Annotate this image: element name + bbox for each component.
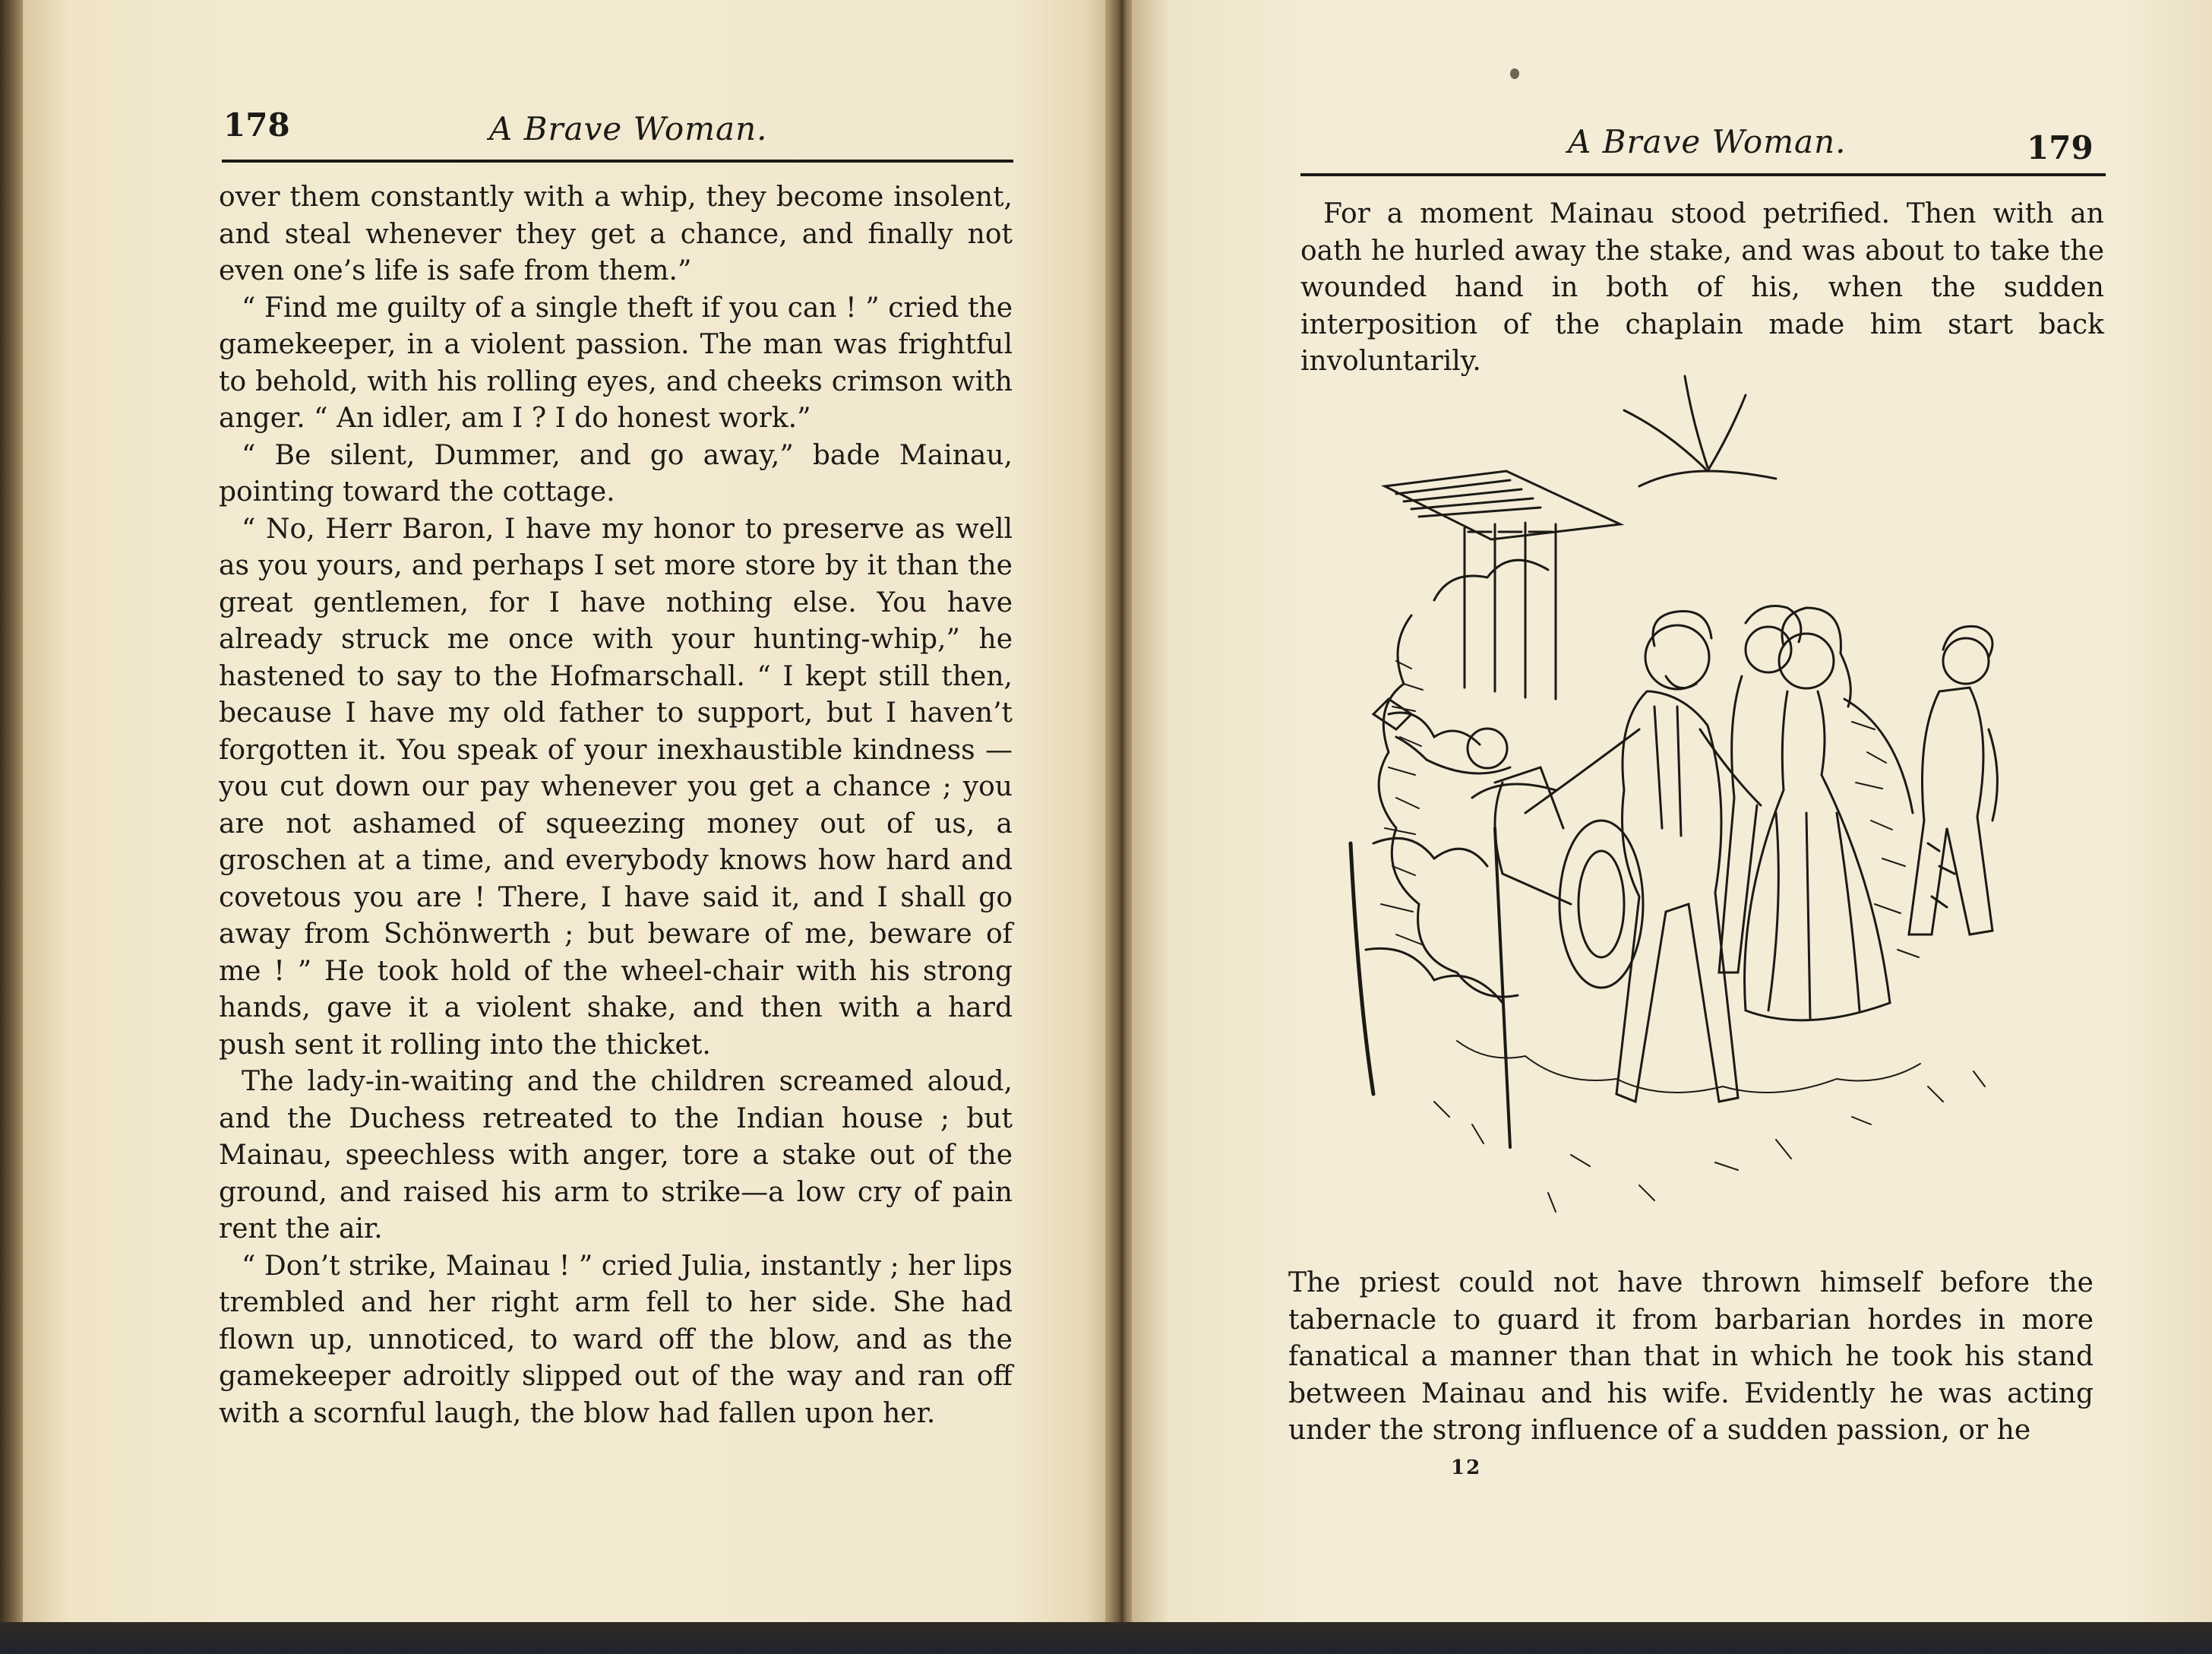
right-top-text [1300, 196, 2104, 381]
foliage-left [1366, 560, 1548, 1003]
right-top-paragraph: For a moment Mainau stood petrified. Then with an oath he hurled away the stake, and was about to take the wounded hand in both of his, when the sudden interposition of the chaplain made him start back involuntarily. [1300, 198, 2104, 377]
book-bottom-edge [0, 1622, 2212, 1654]
indian-house-pavilion [1385, 471, 1620, 699]
left-page-text [219, 179, 1013, 1432]
ground-strokes [1434, 1071, 1985, 1212]
right-page-number: 179 [2027, 129, 2094, 166]
figure-in-chair [1373, 699, 1510, 874]
figure-gamekeeper [1909, 626, 1997, 935]
left-page-number: 178 [223, 106, 290, 144]
foliage-shading [1381, 661, 1920, 1093]
left-paragraph-3: “ Be silent, Dummer, and go away,” bade Mainau, pointing toward the cottage. [219, 439, 1013, 508]
stake [1351, 843, 1373, 1094]
left-paragraph-6: “ Don’t strike, Mainau ! ” cried Julia, instantly ; her lips trembled and her right arm fell to her side. She had flown up, unnoticed, to ward off the blow, and as the gamekeeper adroitly slipped out of the way and ran off with a scornful laugh, the blow had fallen upon her. [219, 1250, 1013, 1429]
left-page [23, 0, 1117, 1633]
left-paragraph-2: “ Find me guilty of a single theft if you can ! ” cried the gamekeeper, in a violent passion. The man was frightful to behold, with his rolling eyes, and cheeks crimson with anger. “ An idler, am I ? I do honest work.” [219, 292, 1013, 434]
palm-plant [1624, 376, 1776, 486]
right-bottom-text [1288, 1265, 2094, 1450]
right-header-rule [1300, 173, 2106, 176]
left-paragraph-4: “ No, Herr Baron, I have my honor to preserve as well as you yours, and perhaps I set more store by it than the great gentlemen, for I have nothing else. You have already struck me once with your hunting-whip,” he hastened to say to the Hofmarschall. “ I kept still then, because I have my old father to support, but I haven’t forgotten it. You speak of your inexhaustible kindness —you cut down our pay whenever you get a chance ; you are not ashamed of squeezing money out of us, a groschen at a time, and everybody knows how hard and covetous you are ! There, I have said it, and I shall go away from Schönwerth ; but beware of me, beware of me ! ” He took hold of the wheel-chair with his strong hands, gave it a violent shake, and then with a hard push sent it rolling into the thicket. [219, 513, 1013, 1061]
figure-chaplain [1719, 606, 1801, 973]
right-bottom-paragraph: The priest could not have thrown himself before the tabernacle to guard it from barbarian hordes in more fanatical a manner than that in which he took his stand between Mainau and his wife. Evidently he was acting under the strong influence of a sudden passion, or he [1288, 1267, 2094, 1446]
left-header-rule [222, 160, 1013, 163]
paper-speck [1510, 68, 1519, 79]
left-paragraph-1: over them constantly with a whip, they become insolent, and steal whenever they get a chance, and finally not even one’s life is safe from them.” [219, 182, 1013, 286]
left-paragraph-5: The lady-in-waiting and the children screamed aloud, and the Duchess retreated to the Indian house ; but Mainau, speechless with anger, tore a stake out of the ground, and raised his arm to strike—a low cry of pain rent the air. [219, 1066, 1013, 1244]
right-page [1132, 0, 2212, 1633]
figure-mainau [1525, 611, 1761, 1102]
left-running-title: A Brave Woman. [489, 110, 768, 147]
engraving-illustration-icon [1320, 372, 2034, 1238]
right-running-title: A Brave Woman. [1568, 123, 1847, 160]
figure-julia [1745, 608, 1913, 1020]
signature-mark: 12 [1451, 1456, 1482, 1479]
